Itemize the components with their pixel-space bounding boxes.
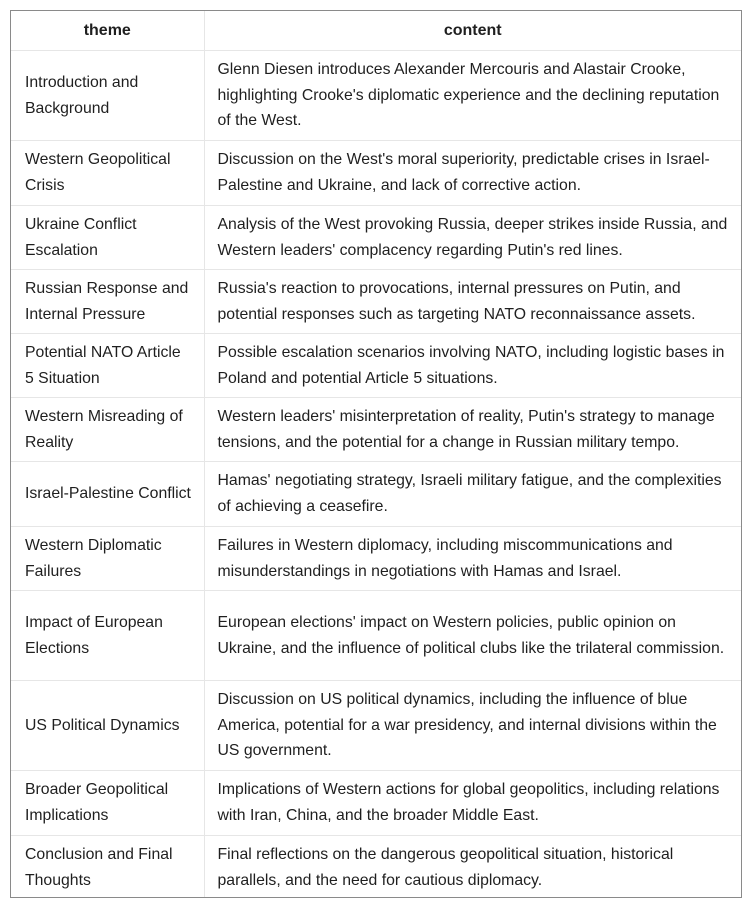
table-row [11,51,741,141]
theme-cell: Russian Response and Internal Pressure [11,270,204,334]
theme-cell: Conclusion and Final Thoughts [11,836,204,899]
content-cell: Final reflections on the dangerous geopolitical situation, historical parallels, and the need for cautious diplomacy. [204,836,741,899]
content-cell: Hamas' negotiating strategy, Israeli military fatigue, and the complexities of achieving a ceasefire. [204,462,741,527]
content-cell: Discussion on US political dynamics, including the influence of blue America, potential for a war presidency, and internal divisions within the US government. [204,681,741,771]
themes-table-container [10,10,742,898]
table-row [11,771,741,836]
theme-cell: Western Diplomatic Failures [11,527,204,591]
theme-cell: Israel-Palestine Conflict [11,462,204,527]
content-cell: Possible escalation scenarios involving NATO, including logistic bases in Poland and potential Article 5 situations. [204,334,741,398]
theme-cell: Impact of European Elections [11,591,204,681]
table-header-row [11,11,741,51]
theme-cell: US Political Dynamics [11,681,204,771]
theme-cell: Western Misreading of Reality [11,398,204,462]
content-cell: Glenn Diesen introduces Alexander Mercouris and Alastair Crooke, highlighting Crooke's diplomatic experience and the declining reputation of the West. [204,51,741,141]
theme-cell: Potential NATO Article 5 Situation [11,334,204,398]
content-cell: European elections' impact on Western policies, public opinion on Ukraine, and the influence of political clubs like the trilateral commission. [204,591,741,681]
table-row [11,591,741,681]
table-row [11,681,741,771]
themes-table [11,11,741,898]
content-cell: Analysis of the West provoking Russia, deeper strikes inside Russia, and Western leaders' complacency regarding Putin's red lines. [204,206,741,270]
table-row [11,141,741,206]
table-row [11,206,741,270]
content-cell: Implications of Western actions for global geopolitics, including relations with Iran, China, and the broader Middle East. [204,771,741,836]
content-cell: Western leaders' misinterpretation of reality, Putin's strategy to manage tensions, and the potential for a change in Russian military tempo. [204,398,741,462]
table-row [11,836,741,899]
table-row [11,527,741,591]
table-row [11,398,741,462]
table-row [11,334,741,398]
theme-cell: Introduction and Background [11,51,204,141]
theme-cell: Broader Geopolitical Implications [11,771,204,836]
content-cell: Russia's reaction to provocations, internal pressures on Putin, and potential responses such as targeting NATO reconnaissance assets. [204,270,741,334]
table-row [11,462,741,527]
column-header-content: content [204,11,741,51]
table-row [11,270,741,334]
content-cell: Discussion on the West's moral superiority, predictable crises in Israel-Palestine and Ukraine, and lack of corrective action. [204,141,741,206]
content-cell: Failures in Western diplomacy, including miscommunications and misunderstandings in negotiations with Hamas and Israel. [204,527,741,591]
column-header-theme: theme [11,11,204,51]
theme-cell: Western Geopolitical Crisis [11,141,204,206]
theme-cell: Ukraine Conflict Escalation [11,206,204,270]
